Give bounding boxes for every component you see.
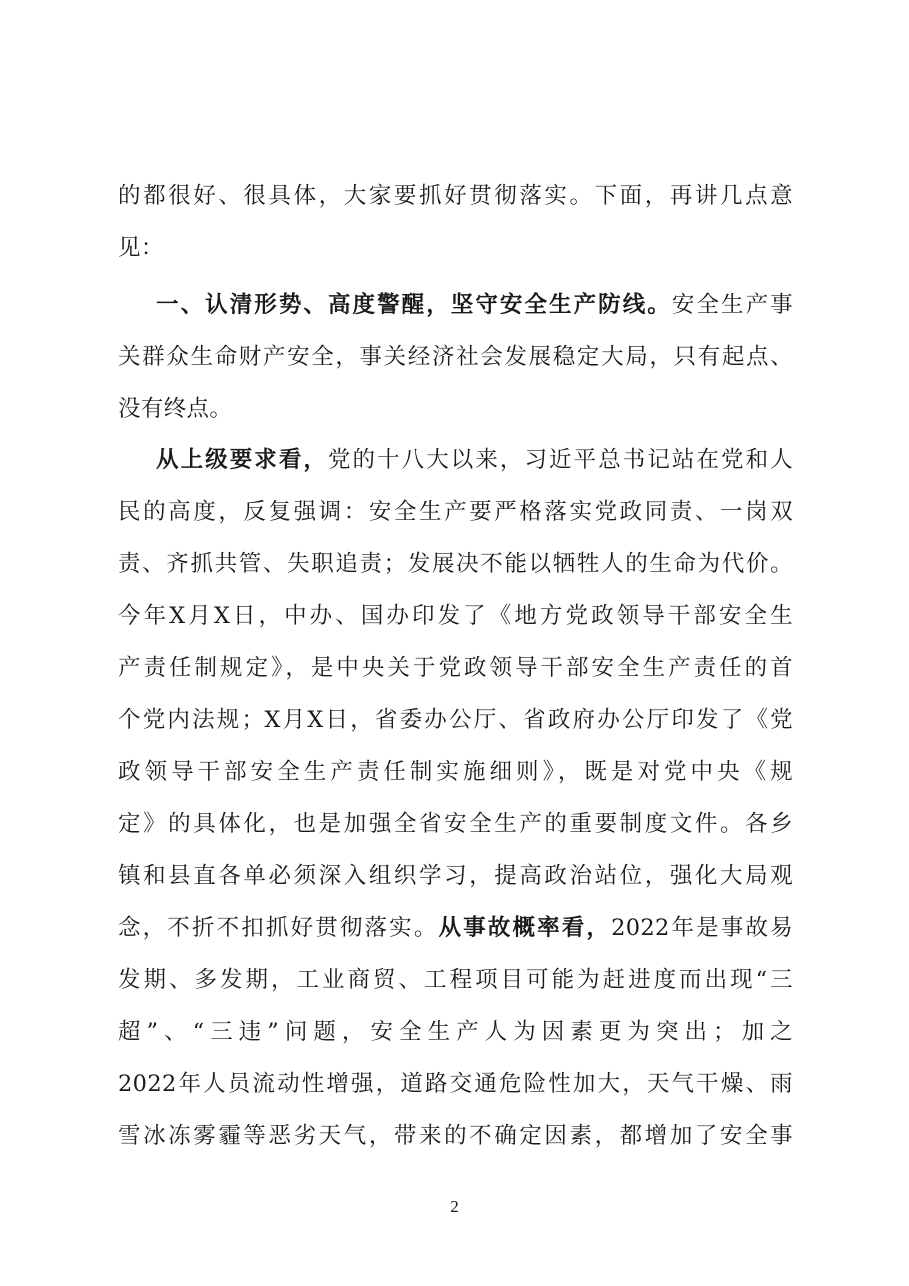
text-line: 发期、多发期，工业商贸、工程项目可能为赶进度而出现“三	[118, 967, 793, 993]
text-line: 的都很好、很具体，大家要抓好贯彻落实。下面，再讲几点意	[118, 183, 793, 209]
lead-phrase: 从事故概率看，	[438, 915, 612, 941]
text-line: 关群众生命财产安全，事关经济社会发展稳定大局，只有起点、	[118, 344, 793, 370]
text-line: 政领导干部安全生产责任制实施细则》，既是对党中央《规	[118, 759, 793, 785]
text-line: 雪冰冻雾霾等恶劣天气，带来的不确定因素，都增加了安全事	[118, 1123, 793, 1149]
text-line: 产责任制规定》，是中央关于党政领导干部安全生产责任的首	[118, 655, 793, 681]
text-line: 超”、“三违”问题，安全生产人为因素更为突出；加之	[118, 1019, 793, 1045]
paragraph-1	[118, 170, 793, 274]
text-line: 镇和县直各单必须深入组织学习，提高政治站位，强化大局观	[118, 863, 793, 889]
text-line: 念，不折不扣抓好贯彻落实。从事故概率看，2022年是事故易	[118, 915, 793, 941]
text-line: 民的高度，反复强调：安全生产要严格落实党政同责、一岗双	[118, 499, 793, 525]
text-line: 责、齐抓共管、失职追责；发展决不能以牺牲人的生命为代价。	[118, 551, 793, 577]
page-number: 2	[450, 1197, 459, 1216]
section-heading: 一、认清形势、高度警醒，坚守安全生产防线。	[156, 292, 672, 318]
lead-phrase: 从上级要求看，	[156, 447, 328, 473]
text-line: 从上级要求看，党的十八大以来，习近平总书记站在党和人	[156, 447, 793, 473]
paragraph-2	[118, 279, 793, 435]
text-line: 见：	[118, 235, 164, 261]
text-line: 2022年人员流动性增强，道路交通危险性加大，天气干燥、雨	[118, 1071, 793, 1097]
text-line: 个党内法规；X月X日，省委办公厅、省政府办公厅印发了《党	[118, 707, 793, 733]
paragraph-3	[118, 434, 793, 1162]
text-line: 没有终点。	[118, 396, 233, 422]
text-line: 今年X月X日，中办、国办印发了《地方党政领导干部安全生	[118, 603, 793, 629]
text-line: 一、认清形势、高度警醒，坚守安全生产防线。安全生产事	[156, 292, 793, 318]
text-line: 定》的具体化，也是加强全省安全生产的重要制度文件。各乡	[118, 811, 793, 837]
